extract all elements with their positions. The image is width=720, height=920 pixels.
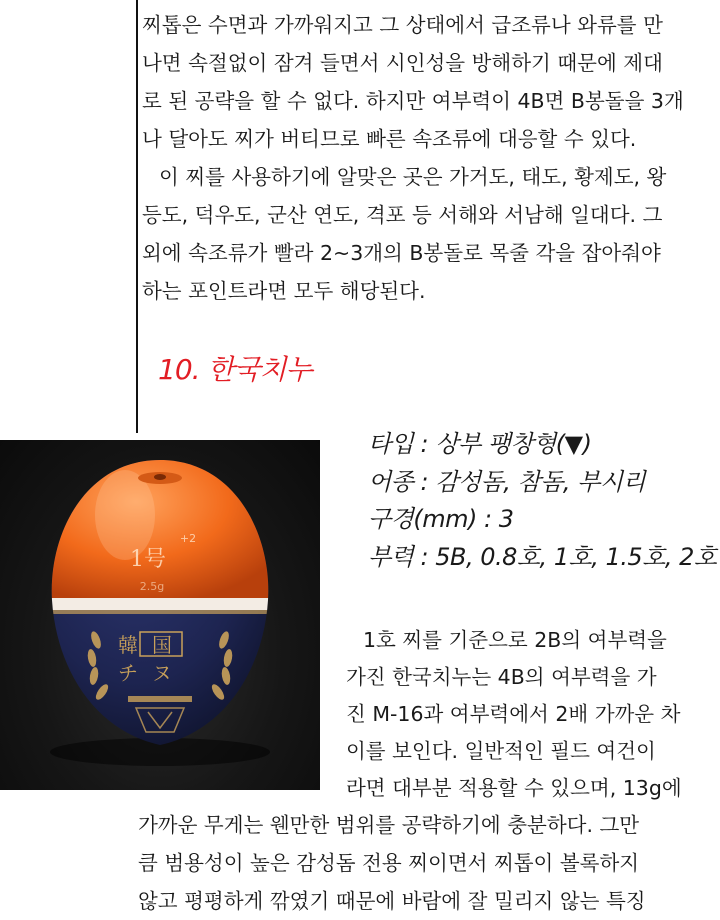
text-line: 1호 찌를 기준으로 2B의 여부력을	[363, 628, 667, 652]
text-line: 로 된 공략을 할 수 없다. 하지만 여부력이 4B면 B봉돌을 3개	[142, 89, 684, 113]
emblem-char: ヌ	[152, 661, 172, 685]
float-weight-label: 2.5g	[139, 580, 165, 593]
text-line: 큼 범용성이 높은 감성돔 전용 찌이면서 찌톱이 볼록하지	[138, 851, 640, 875]
float-illustration	[0, 440, 320, 790]
emblem-char: 国	[152, 633, 172, 657]
text-line: 나 달아도 찌가 버티므로 빠른 속조류에 대응할 수 있다.	[142, 127, 637, 151]
column-rule	[136, 0, 138, 433]
spec-list	[368, 426, 717, 576]
text-line: 진 M-16과 여부력에서 2배 가까운 차	[346, 702, 681, 726]
text-line: 라면 대부분 적용할 수 있으며, 13g에	[346, 776, 682, 800]
float-size-label: 1号	[130, 547, 166, 572]
text-line: 찌톱은 수면과 가까워지고 그 상태에서 급조류나 와류를 만	[142, 13, 663, 37]
spec-species: 어종 : 감성돔, 참돔, 부시리	[368, 467, 646, 496]
text-line: 등도, 덕우도, 군산 연도, 격포 등 서해와 서남해 일대다. 그	[142, 203, 663, 227]
text-line: 하는 포인트라면 모두 해당된다.	[142, 279, 426, 303]
text-line: 나면 속절없이 잠겨 들면서 시인성을 방해하기 때문에 제대	[142, 51, 663, 75]
emblem-char: 韓	[118, 633, 138, 657]
description-paragraph	[346, 622, 696, 807]
spec-type: 타입 : 상부 팽창형(▼)	[368, 430, 592, 458]
text-line: 가까운 무게는 웬만한 범위를 공략하기에 충분하다. 그만	[138, 813, 640, 837]
section-heading: 10. 한국치누	[158, 353, 312, 386]
text-line: 외에 속조류가 빨라 2~3개의 B봉돌로 목줄 각을 잡아줘야	[142, 241, 661, 265]
text-line: 가진 한국치누는 4B의 여부력을 가	[346, 665, 657, 689]
description-paragraph-continued	[138, 806, 713, 920]
spec-buoyancy: 부력 : 5B, 0.8호, 1호, 1.5호, 2호	[368, 542, 717, 571]
text-line: 이 찌를 사용하기에 알맞은 곳은 가거도, 태도, 황제도, 왕	[159, 165, 667, 189]
text-line: 이를 보인다. 일반적인 필드 여건이	[346, 739, 656, 763]
spec-diameter: 구경(mm) : 3	[368, 505, 514, 533]
float-mark-label: +2	[179, 532, 197, 545]
intro-paragraph	[142, 6, 702, 310]
float-photo	[0, 440, 320, 790]
text-line: 않고 평평하게 깎였기 때문에 바람에 잘 밀리지 않는 특징	[138, 889, 646, 913]
emblem-char: チ	[118, 661, 138, 685]
